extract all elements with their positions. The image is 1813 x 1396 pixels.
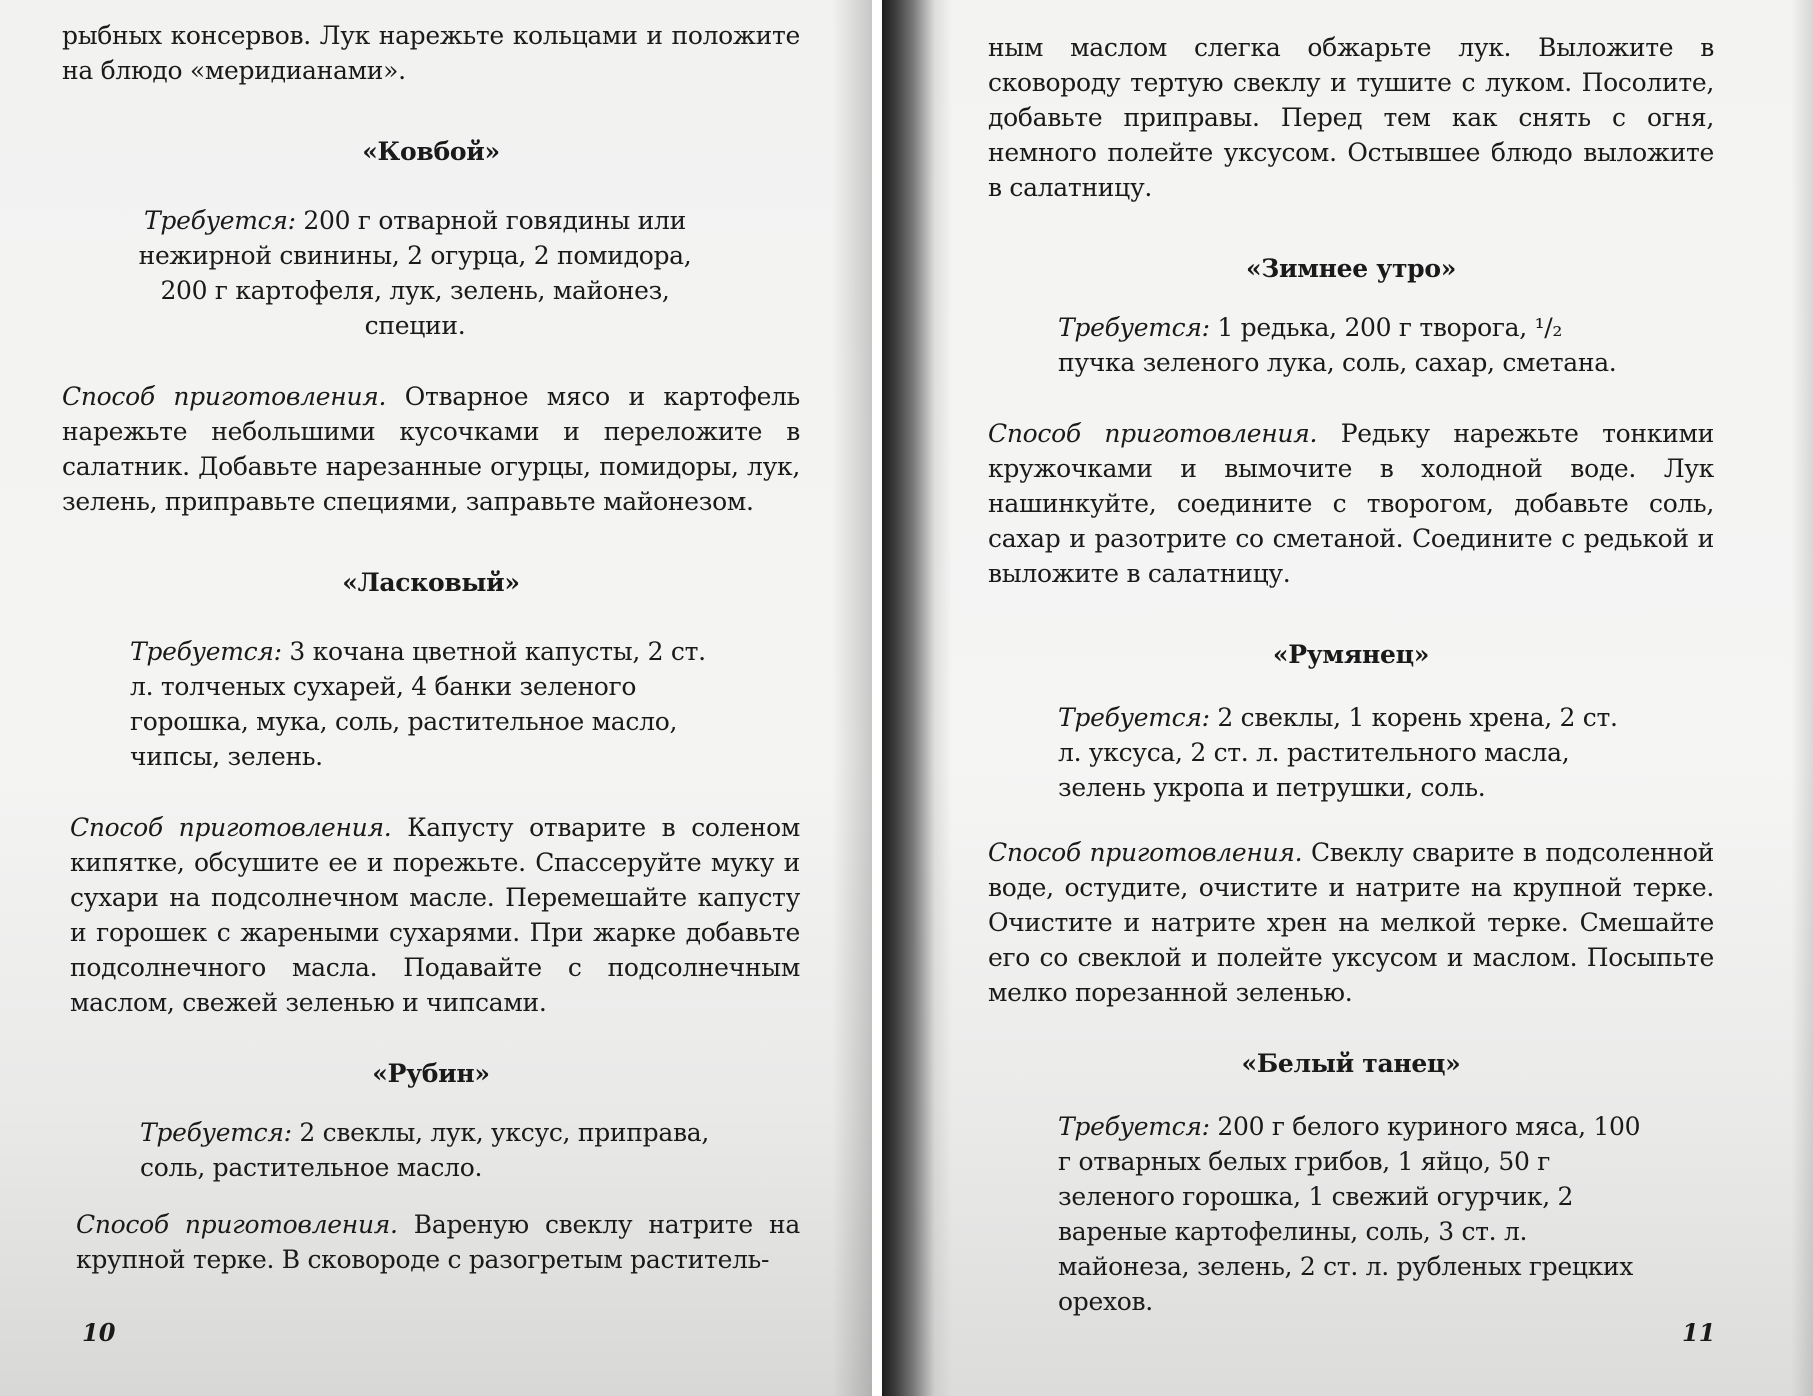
requirements-label: Требуется: <box>140 1118 292 1147</box>
method-label: Способ приготовления. <box>76 1210 398 1239</box>
recipe-requirements <box>1058 700 1644 805</box>
recipe-requirements <box>140 1115 710 1185</box>
requirements-text: 2 свеклы, лук, уксус, приправа, соль, растительное масло. <box>140 1118 709 1182</box>
page-number-right: 11 <box>1682 1318 1716 1347</box>
requirements-label: Требуется: <box>1058 1112 1210 1141</box>
recipe-method <box>988 835 1714 1010</box>
right-intro-paragraph: ным маслом слегка обжарьте лук. Выложите в сковороду тертую свеклу и тушите с луком. Посолите, добавьте приправы. Перед тем как снять с огня, немного полейте уксусом. Остывшее блюдо выложите в салатницу. <box>988 33 1714 202</box>
recipe-method <box>988 416 1714 591</box>
requirements-label: Требуется: <box>1058 313 1210 342</box>
method-label: Способ приготовления. <box>70 813 392 842</box>
recipe-requirements <box>120 203 710 343</box>
method-text: Свеклу сварите в подсоленной воде, остудите, очистите и натрите на крупной терке. Очистите и натрите хрен на мелкой терке. Смешайте его со свеклой и полейте уксусом и маслом. Посыпьте мелко порезанной зеленью. <box>988 838 1714 1007</box>
requirements-text: 2 свеклы, 1 корень хрена, 2 ст. л. уксуса, 2 ст. л. растительного масла, зелень укропа и петрушки, соль. <box>1058 703 1618 802</box>
recipe-method <box>70 810 800 1020</box>
method-text: Редьку нарежьте тонкими кружочками и вымочите в холодной воде. Лук нашинкуйте, соедините с творогом, добавьте соль, сахар и разотрите со сметаной. Соедините с редькой и выложите в салатницу. <box>988 419 1714 588</box>
left-page-text <box>62 18 800 1277</box>
right-page-text <box>988 30 1714 1319</box>
recipe-method <box>62 379 800 519</box>
method-text: Отварное мясо и картофель нарежьте небольшими кусочками и переложите в салатник. Добавьте нарезанные огурцы, помидоры, лук, зелень, приправьте специями, заправьте майонезом. <box>62 382 800 516</box>
recipe-requirements <box>1058 1109 1654 1319</box>
recipe-title: «Зимнее утро» <box>1245 254 1457 283</box>
recipe-method <box>76 1207 800 1277</box>
requirements-label: Требуется: <box>130 637 282 666</box>
book-gutter <box>872 0 882 1396</box>
requirements-label: Требуется: <box>144 206 296 235</box>
recipe-title: «Ковбой» <box>362 137 500 166</box>
requirements-text: 200 г отварной говядины или нежирной свинины, 2 огурца, 2 помидора, 200 г картофеля, лук, зелень, майонез, специи. <box>138 206 692 340</box>
method-text: Капусту отварите в соленом кипятке, обсушите ее и порежьте. Спассеруйте муку и сухари на подсолнечном масле. Перемешайте капусту и горошек с жареными сухарями. При жарке добавьте подсолнечного масла. Подавайте с подсолнечным маслом, свежей зеленью и чипсами. <box>70 813 800 1017</box>
recipe-title: «Белый танец» <box>1241 1049 1461 1078</box>
requirements-text: 1 редька, 200 г творога, ¹/₂ пучка зеленого лука, соль, сахар, сметана. <box>1058 313 1617 377</box>
method-label: Способ приготовления. <box>988 838 1303 867</box>
method-label: Способ приготовления. <box>62 382 387 411</box>
left-intro-paragraph: рыбных консервов. Лук нарежьте кольцами и положите на блюдо «меридианами». <box>62 21 800 85</box>
recipe-title: «Рубин» <box>372 1059 490 1088</box>
requirements-text: 3 кочана цветной капусты, 2 ст. л. толченых сухарей, 4 банки зеленого горошка, мука, соль, растительное масло, чипсы, зелень. <box>130 637 706 771</box>
method-label: Способ приготовления. <box>988 419 1318 448</box>
recipe-title: «Румянец» <box>1272 640 1430 669</box>
requirements-text: 200 г белого куриного мяса, 100 г отварных белых грибов, 1 яйцо, 50 г зеленого горошка, 1 свежий огурчик, 2 вареные картофелины, соль, 3 ст. л. майонеза, зелень, 2 ст. л. рубленых грецких орехов. <box>1058 1112 1641 1316</box>
recipe-title: «Ласковый» <box>342 568 520 597</box>
recipe-requirements <box>1058 310 1634 380</box>
method-text: Вареную свеклу натрите на крупной терке. В сковороде с разогретым раститель- <box>76 1210 800 1274</box>
requirements-label: Требуется: <box>1058 703 1210 732</box>
recipe-requirements <box>130 634 720 774</box>
page-number-left: 10 <box>82 1318 116 1347</box>
